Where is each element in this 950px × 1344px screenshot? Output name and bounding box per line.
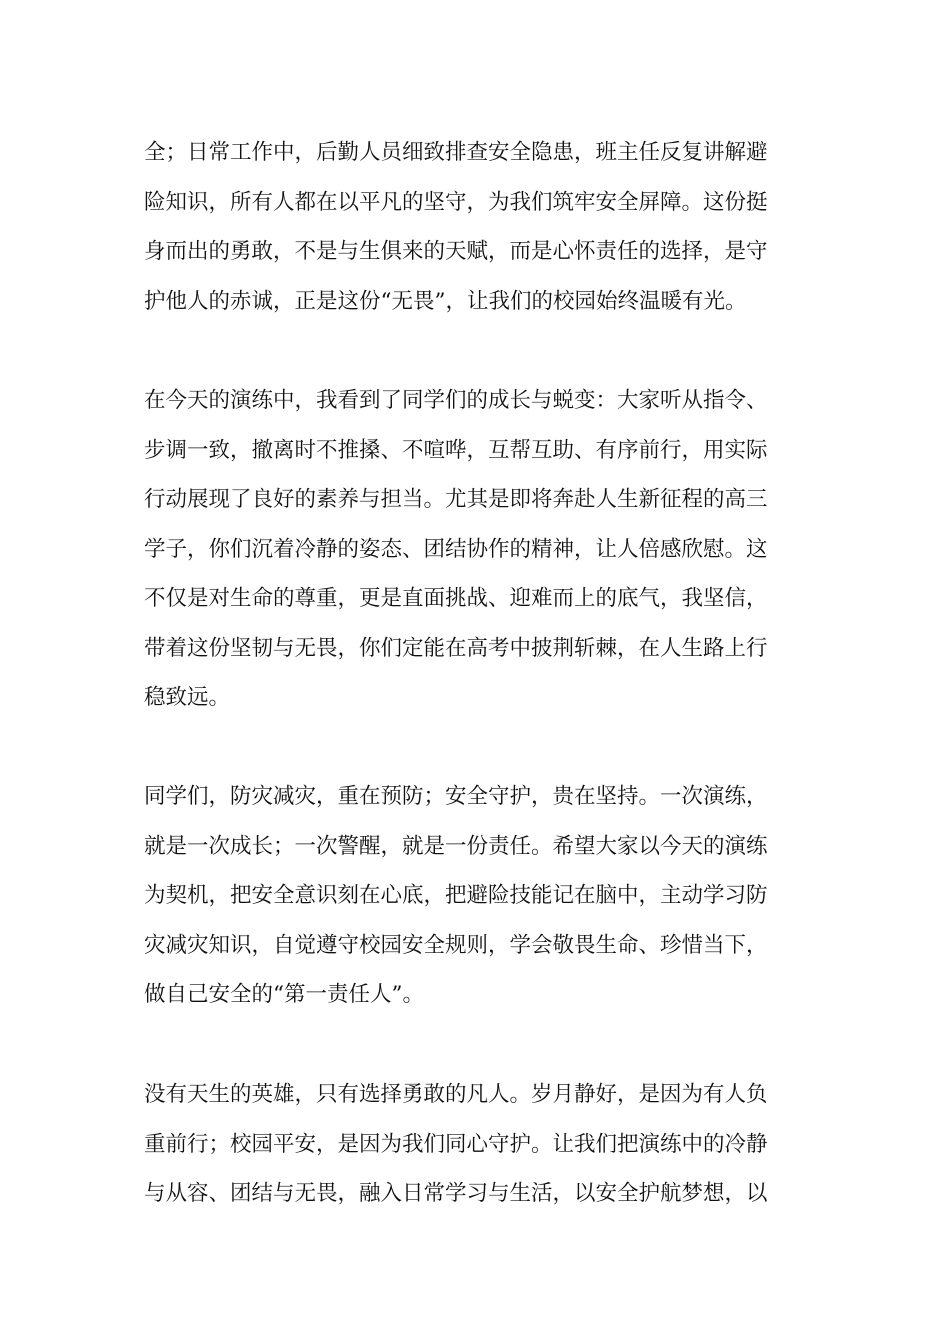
text-line: 学子，你们沉着冷静的姿态、团结协作的精神，让人倍感欣慰。这: [144, 536, 768, 562]
paragraph-3: [144, 772, 824, 1020]
text-line: 步调一致，撤离时不推搡、不喧哗，互帮互助、有序前行，用实际: [144, 437, 768, 463]
text-line: 护他人的赤诚，正是这份“无畏”，让我们的校园始终温暖有光。: [144, 288, 747, 314]
text-line: 与从容、团结与无畏，融入日常学习与生活，以安全护航梦想，以: [144, 1181, 768, 1206]
text-line: 做自己安全的“第一责任人”。: [144, 982, 424, 1007]
text-line: 没有天生的英雄，只有选择勇敢的凡人。岁月静好，是因为有人负: [144, 1082, 768, 1107]
paragraph-4: [144, 1070, 824, 1219]
text-line: 稳致远。: [144, 685, 231, 710]
text-line: 同学们，防灾减灾，重在预防；安全守护，贵在坚持。一次演练，: [144, 784, 768, 809]
text-line: 重前行；校园平安，是因为我们同心守护。让我们把演练中的冷静: [144, 1131, 768, 1157]
text-line: 为契机，把安全意识刻在心底，把避险技能记在脑中，主动学习防: [144, 883, 768, 908]
text-line: 险知识，所有人都在以平凡的坚守，为我们筑牢安全屏障。这份挺: [144, 189, 768, 215]
paragraph-1: [144, 128, 824, 326]
text-line: 带着这份坚韧与无畏，你们定能在高考中披荆斩棘，在人生路上行: [144, 635, 768, 661]
text-line: 身而出的勇敢，不是与生俱来的天赋，而是心怀责任的选择，是守: [144, 239, 768, 264]
paragraph-2: [144, 376, 824, 723]
text-line: 就是一次成长；一次警醒，就是一份责任。希望大家以今天的演练: [144, 833, 768, 859]
text-line: 在今天的演练中，我看到了同学们的成长与蜕变：大家听从指令、: [144, 388, 768, 413]
text-line: 不仅是对生命的尊重，更是直面挑战、迎难而上的底气，我坚信，: [144, 586, 768, 611]
text-line: 行动展现了良好的素养与担当。尤其是即将奔赴人生新征程的高三: [144, 487, 768, 512]
text-line: 灾减灾知识，自觉遵守校园安全规则，学会敬畏生命、珍惜当下，: [144, 932, 768, 958]
text-line: 全；日常工作中，后勤人员细致排查安全隐患，班主任反复讲解避: [144, 140, 768, 165]
